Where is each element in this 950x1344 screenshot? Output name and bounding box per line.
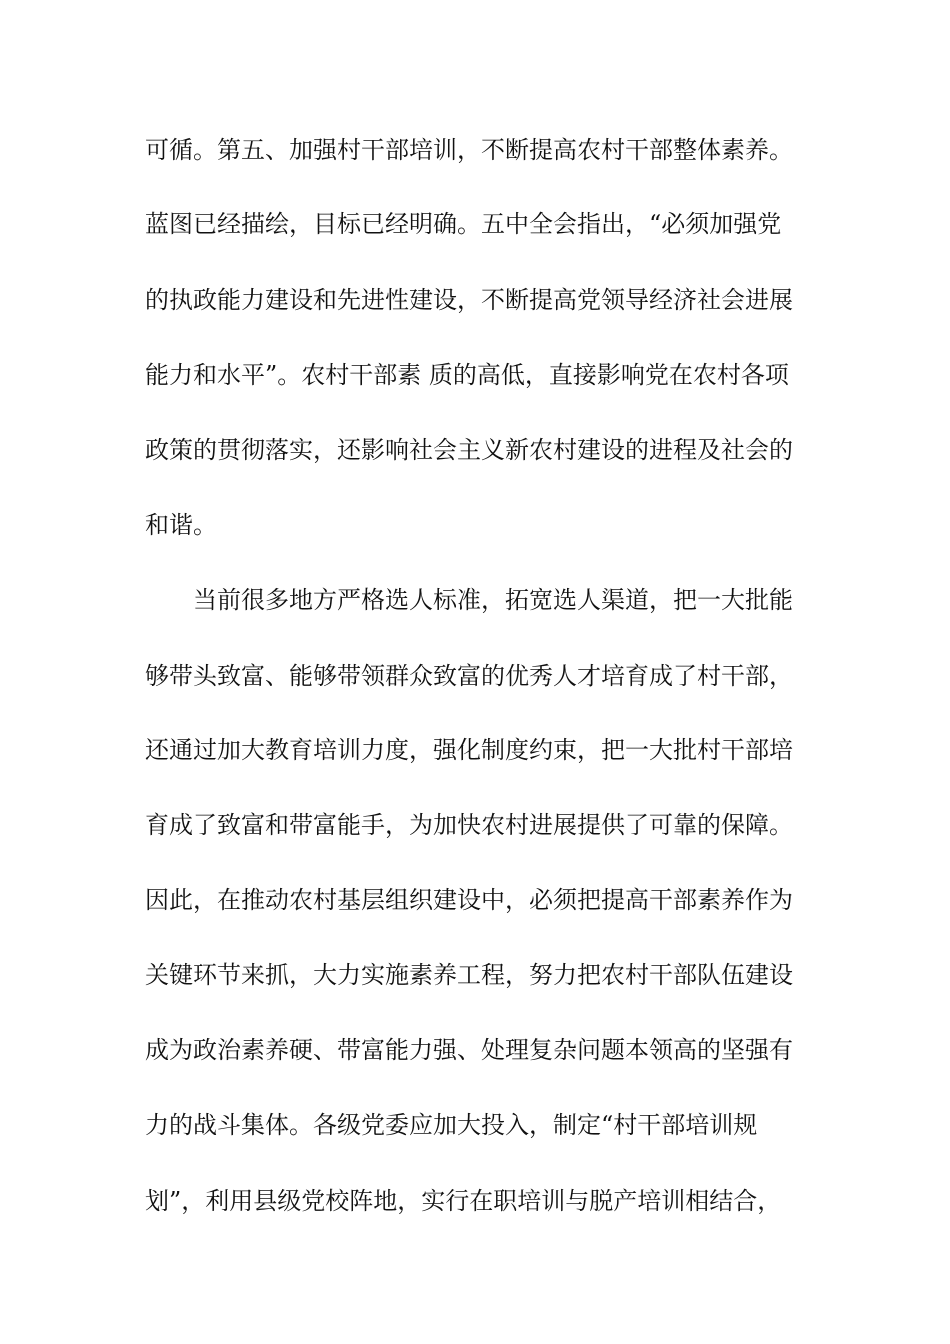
text-line: 因此，在推动农村基层组织建设中，必须把提高干部素养作为	[145, 886, 793, 914]
text-line: 够带头致富、能够带领群众致富的优秀人才培育成了村干部，	[145, 662, 793, 690]
text-line: 和谐。	[145, 511, 217, 539]
text-line: 成为政治素养硬、带富能力强、处理复杂问题本领高的坚强有	[145, 1036, 793, 1064]
text-line: 的执政能力建设和先进性建设，不断提高党领导经济社会进展	[145, 286, 793, 314]
text-line: 能力和水平”。农村干部素 质的高低，直接影响党在农村各项	[145, 361, 789, 389]
text-line: 关键环节来抓，大力实施素养工程，努力把农村干部队伍建设	[145, 961, 793, 989]
text-line: 蓝图已经描绘，目标已经明确。五中全会指出，“必须加强党	[145, 210, 782, 238]
text-line: 力的战斗集体。各级党委应加大投入，制定“村干部培训规	[145, 1111, 758, 1139]
text-line: 育成了致富和带富能手，为加快农村进展提供了可靠的保障。	[145, 811, 793, 839]
text-line: 划”，利用县级党校阵地，实行在职培训与脱产培训相结合，	[145, 1187, 782, 1215]
text-line: 可循。第五、加强村干部培训，不断提高农村干部整体素养。	[145, 136, 793, 164]
text-line: 还通过加大教育培训力度，强化制度约束，把一大批村干部培	[145, 736, 793, 764]
text-line: 政策的贯彻落实，还影响社会主义新农村建设的进程及社会的	[145, 436, 793, 464]
paragraph-first-line: 当前很多地方严格选人标准，拓宽选人渠道，把一大批能	[193, 586, 793, 614]
